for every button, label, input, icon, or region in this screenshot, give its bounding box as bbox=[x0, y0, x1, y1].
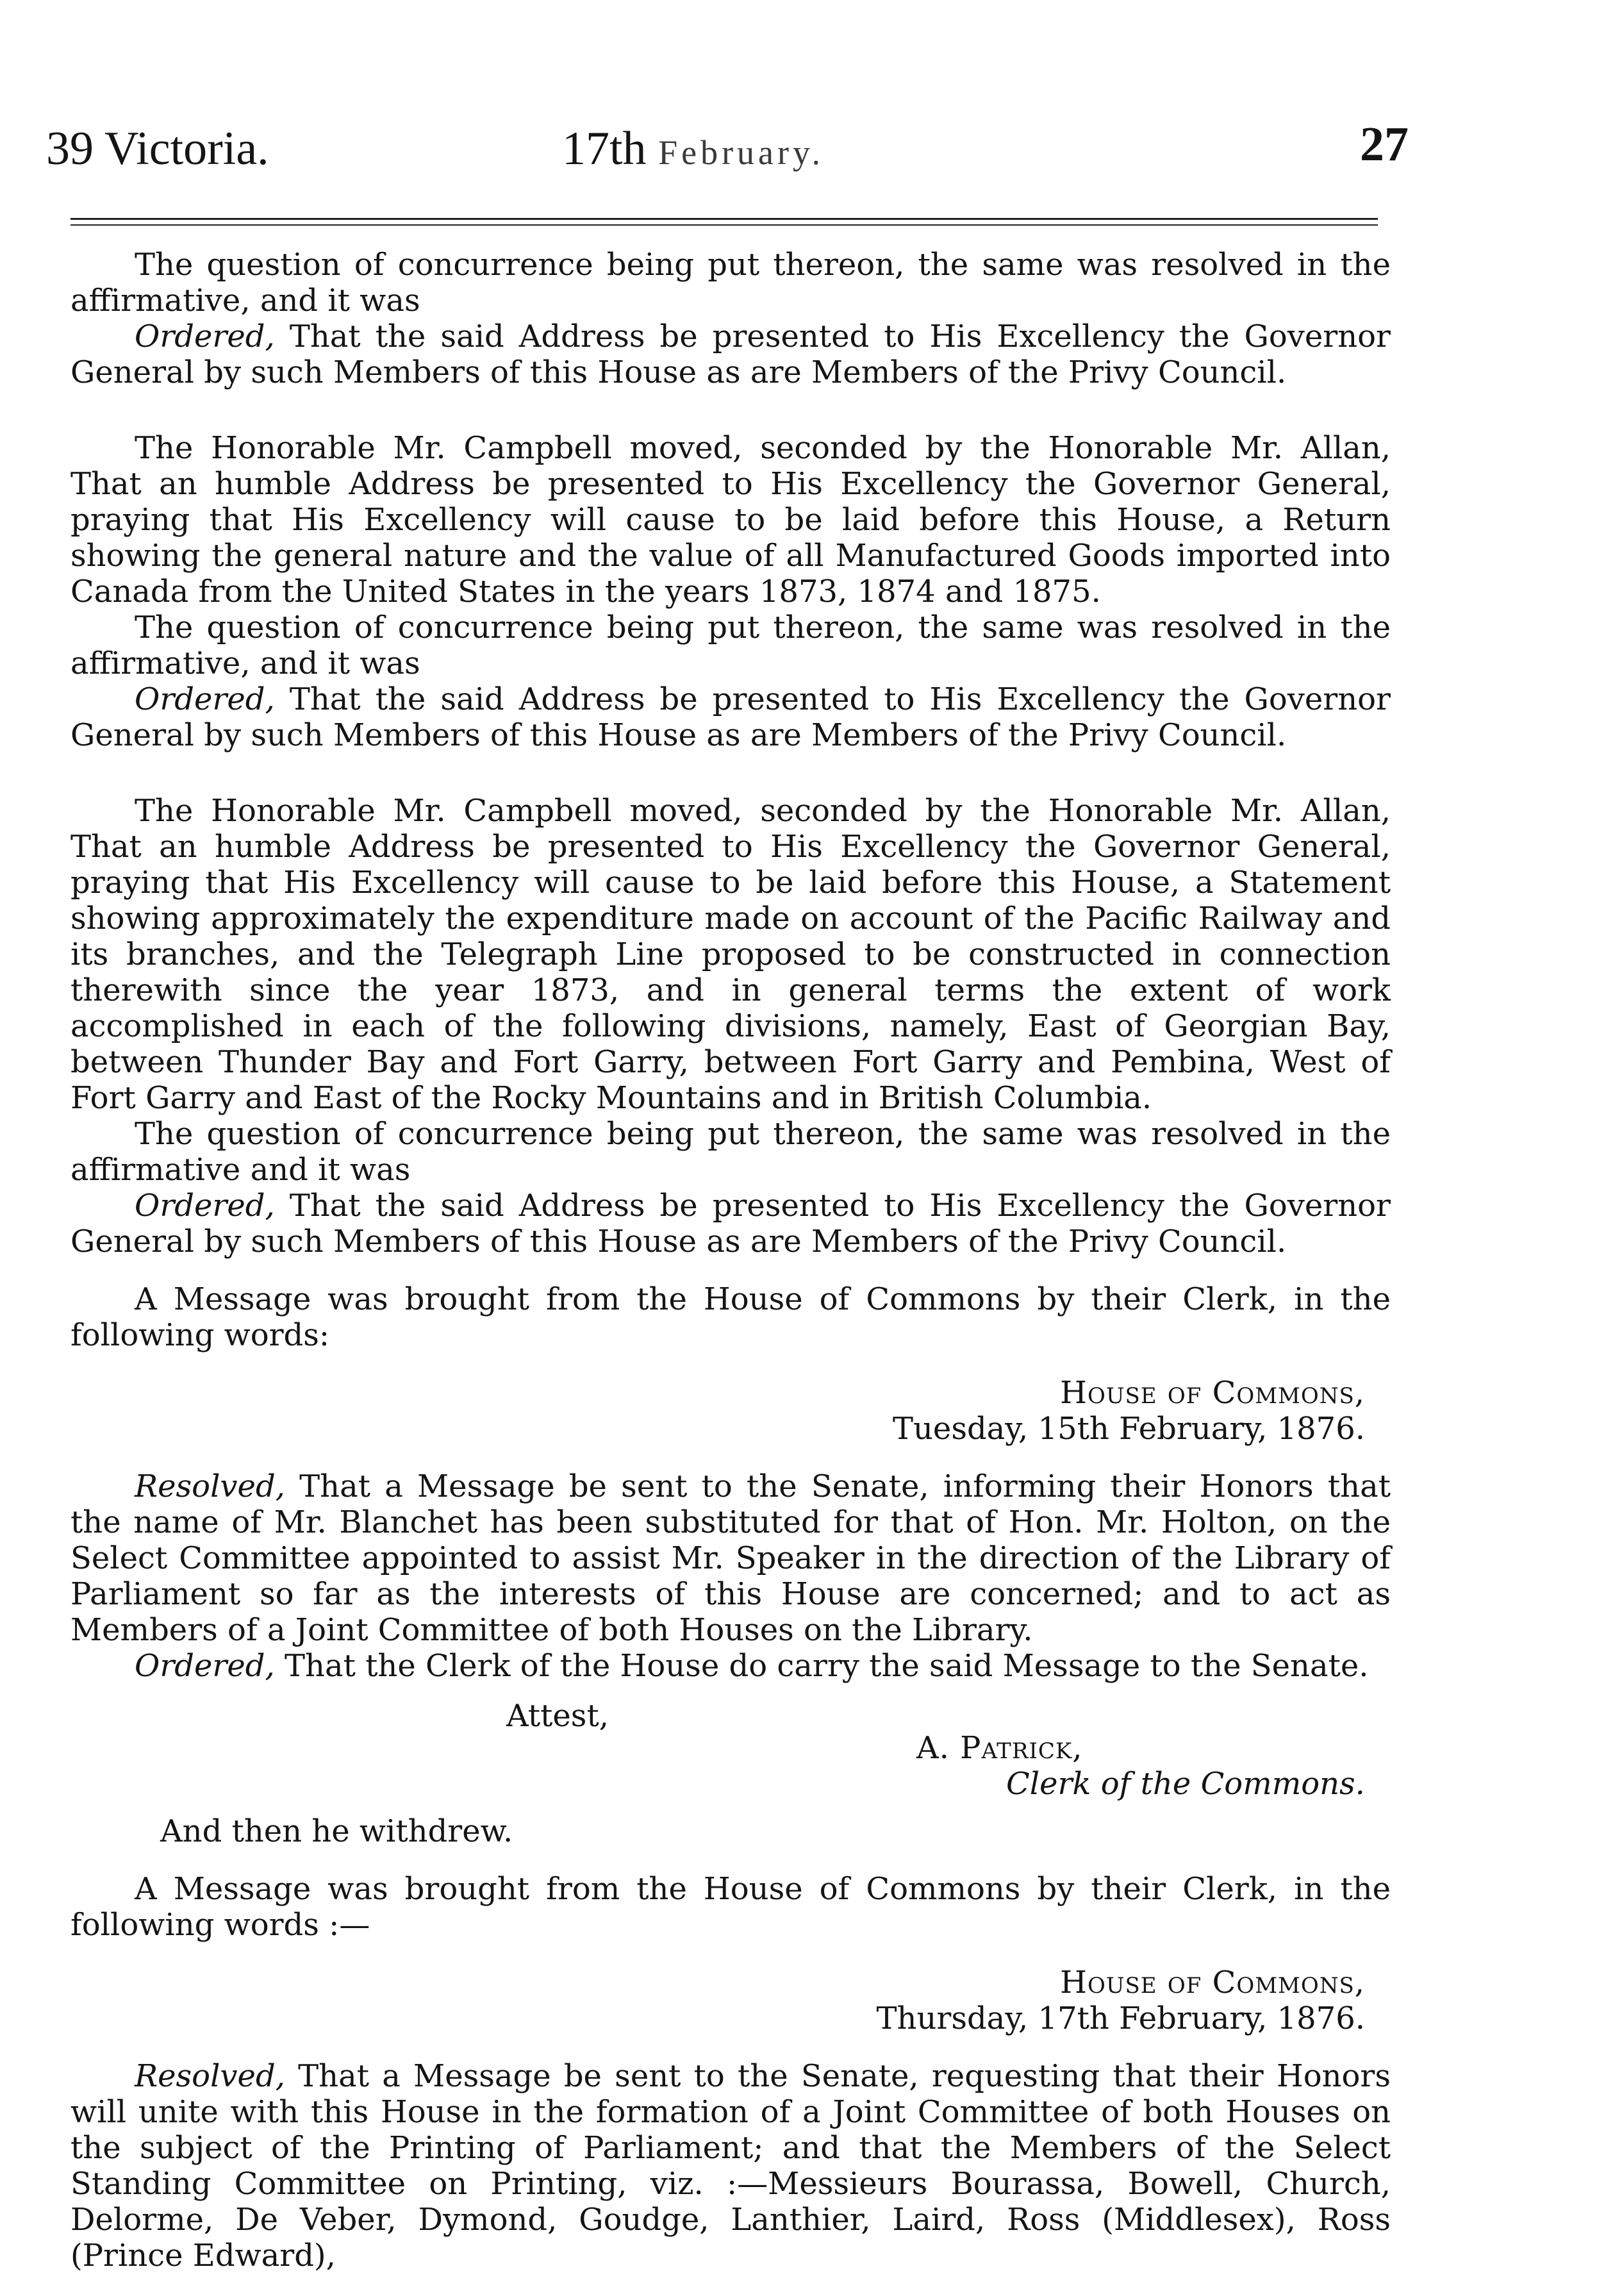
motion-paragraph: The Honorable Mr. Campbell moved, seconded by the Honorable Mr. Allan, That an humble Address be presented to His Excellency the Governor General, praying that His Excellency will cause to be laid before this House, a Statement showing approximately the expenditure made on account of the Pacific Railway and its branches, and the Telegraph Line proposed to be constructed in connection therewith since the year 1873, and in general terms the extent of work accomplished in each of the following divisions, namely, East of Georgian Bay, between Thunder Bay and Fort Garry, between Fort Garry and Pembina, West of Fort Garry and East of the Rocky Mountains and in British Columbia. bbox=[70, 793, 1391, 1116]
message-intro: A Message was brought from the House of Commons by their Clerk, in the following words: bbox=[70, 1281, 1391, 1353]
order-text: That the said Address be presented to His Excellency the Governor General by such Members of this House as are Members of the Privy Council. bbox=[70, 681, 1391, 753]
order-lead: Ordered, bbox=[135, 319, 275, 354]
signer-title: Clerk of the Commons. bbox=[1006, 1766, 1365, 1802]
order-text: That the Clerk of the House do carry the said Message to the Senate. bbox=[285, 1648, 1369, 1684]
order-paragraph bbox=[70, 1648, 1391, 1684]
order-lead: Ordered, bbox=[135, 681, 275, 717]
resolution-paragraph bbox=[70, 1468, 1391, 1648]
spacer bbox=[70, 1447, 1391, 1468]
resolved-lead: Resolved, bbox=[135, 2058, 285, 2094]
order-text: That the said Address be presented to His Excellency the Governor General by such Members of this House as are Members of the Privy Council. bbox=[70, 319, 1391, 390]
resolution-text: That a Message be sent to the Senate, informing their Honors that the name of Mr. Blanchet has been substituted for that of Hon. Mr. Holton, on the Select Committee appointed to assist Mr. Speaker in the direction of the Library of Parliament so far as the interests of this House are concerned; and to act as Members of a Joint Committee of both Houses on the Library. bbox=[70, 1468, 1391, 1648]
message-date: Thursday, 17th February, 1876. bbox=[876, 2001, 1365, 2036]
motion-paragraph: The Honorable Mr. Campbell moved, seconded by the Honorable Mr. Allan, That an humble Address be presented to His Excellency the Governor General, praying that His Excellency will cause to be laid before this House, a Return showing the general nature and the value of all Manufactured Goods imported into Canada from the United States in the years 1873, 1874 and 1875. bbox=[70, 430, 1391, 610]
resolution-text: That a Message be sent to the Senate, requesting that their Honors will unite with this House in the formation of a Joint Committee of both Houses on the subject of the Printing of Parliament; and that the Members of the Select Standing Committee on Printing, viz. :—Messieurs Bourassa, Bowell, Church, Delorme, De Veber, Dymond, Goudge, Lanthier, Laird, Ross (Middlesex), Ross (Prince Edward), bbox=[70, 2058, 1391, 2274]
page-date bbox=[562, 122, 824, 176]
journal-body bbox=[70, 247, 1391, 2274]
spacer bbox=[70, 2036, 1391, 2058]
signer-name: A. Patrick, bbox=[916, 1730, 1083, 1766]
message-intro: A Message was brought from the House of Commons by their Clerk, in the following words :— bbox=[70, 1871, 1391, 1943]
message-place: House of Commons, bbox=[1060, 1965, 1365, 2001]
spacer bbox=[70, 1943, 1391, 1965]
header-rule-bottom bbox=[70, 224, 1378, 226]
attest-label: Attest, bbox=[506, 1698, 609, 1734]
order-lead: Ordered, bbox=[135, 1648, 275, 1684]
paragraph: The question of concurrence being put thereon, the same was resolved in the affirmative and it was bbox=[70, 1116, 1391, 1188]
page-date-month: February. bbox=[658, 133, 824, 172]
message-place: House of Commons, bbox=[1060, 1375, 1365, 1411]
order-paragraph bbox=[70, 681, 1391, 753]
message-date: Tuesday, 15th February, 1876. bbox=[892, 1411, 1365, 1447]
paragraph: The question of concurrence being put thereon, the same was resolved in the affirmative, and it was bbox=[70, 610, 1391, 681]
order-lead: Ordered, bbox=[135, 1188, 275, 1224]
resolution-paragraph bbox=[70, 2058, 1391, 2274]
spacer bbox=[70, 1260, 1391, 1281]
spacer bbox=[70, 390, 1391, 430]
spacer bbox=[70, 753, 1391, 793]
resolved-lead: Resolved, bbox=[135, 1468, 285, 1504]
withdrew-line: And then he withdrew. bbox=[160, 1813, 513, 1849]
page-date-day: 17th bbox=[562, 122, 647, 175]
spacer bbox=[70, 1353, 1391, 1375]
running-head bbox=[46, 117, 1622, 179]
order-paragraph bbox=[70, 1188, 1391, 1260]
order-text: That the said Address be presented to His Excellency the Governor General by such Members of this House as are Members of the Privy Council. bbox=[70, 1188, 1391, 1260]
header-rule-top bbox=[70, 218, 1378, 220]
paragraph: The question of concurrence being put thereon, the same was resolved in the affirmative, and it was bbox=[70, 247, 1391, 319]
session-label: 39 Victoria. bbox=[46, 122, 269, 175]
page-number: 27 bbox=[1360, 117, 1409, 171]
order-paragraph bbox=[70, 319, 1391, 390]
spacer bbox=[70, 1849, 1391, 1871]
